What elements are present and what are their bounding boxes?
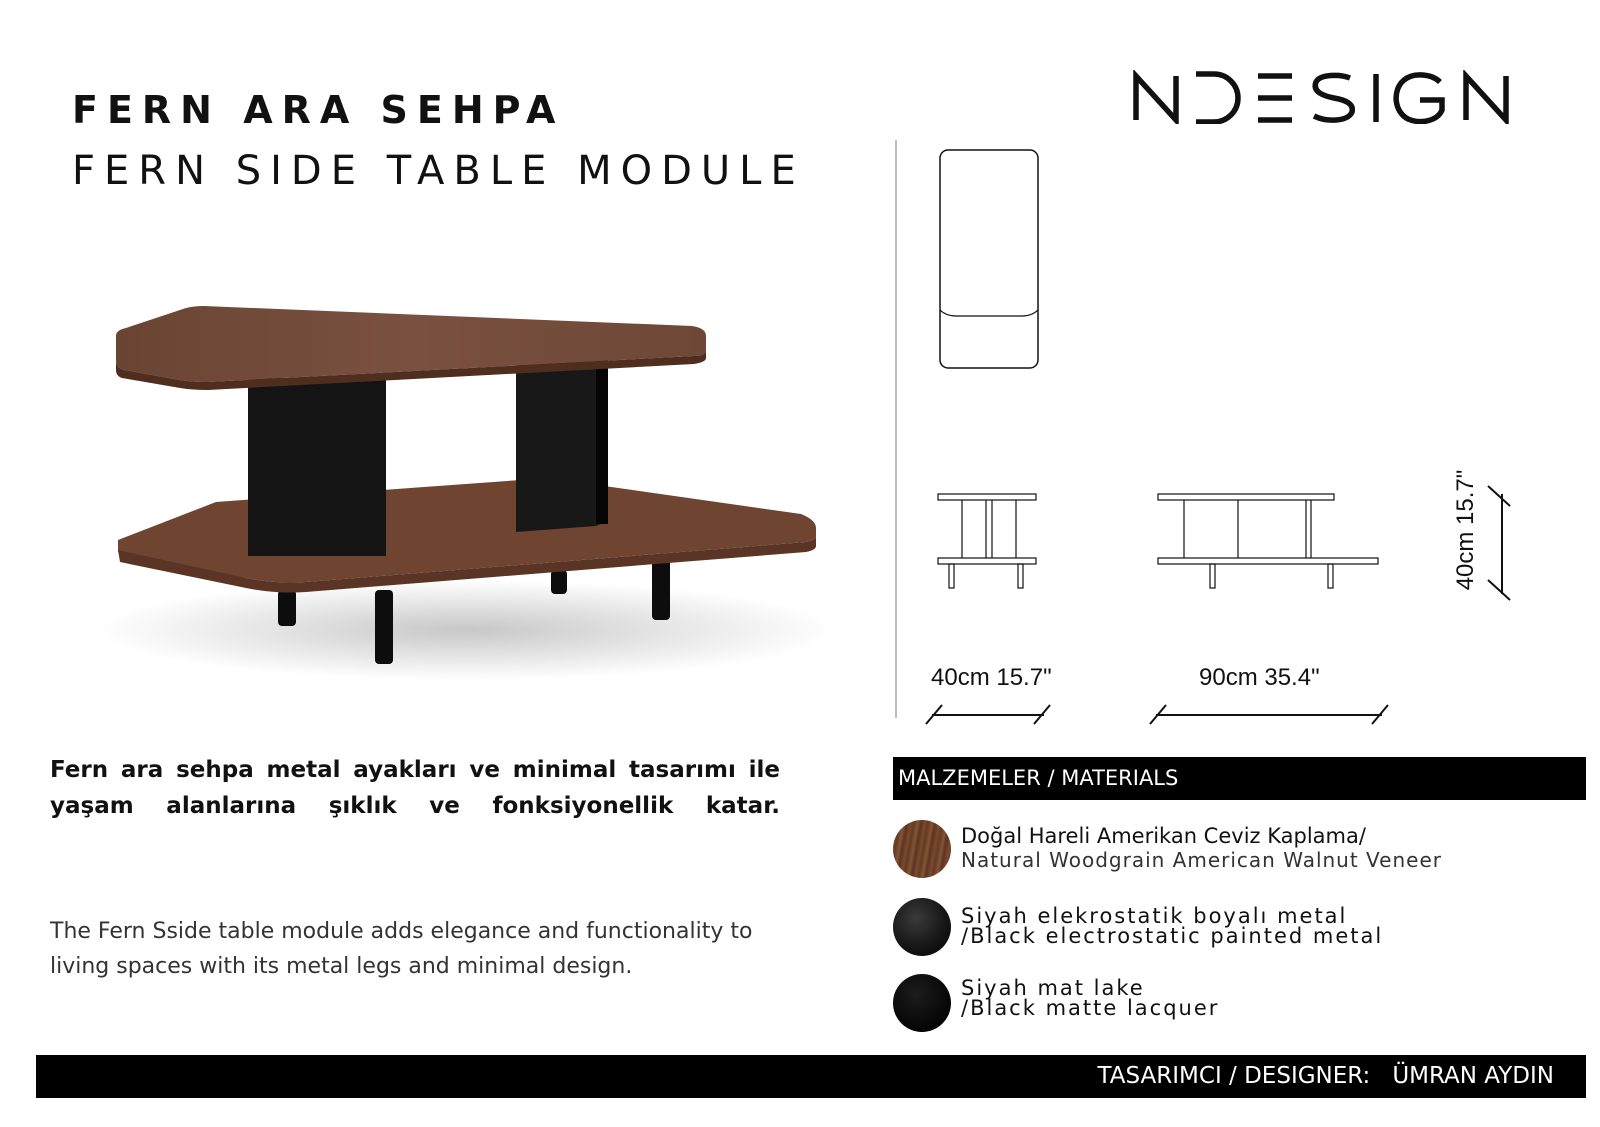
black-lacquer-swatch <box>893 974 951 1032</box>
product-title-en: FERN SIDE TABLE MODULE <box>72 148 805 194</box>
width-dimension-line <box>1146 700 1396 730</box>
top-view-drawing <box>936 148 1046 372</box>
description-tr: Fern ara sehpa metal ayakları ve minimal tasarımı ile yaşam alanlarına şıklık ve fonksiyonellik katar. <box>50 757 780 819</box>
walnut-veneer-swatch <box>893 820 951 878</box>
depth-dimension-line <box>920 700 1060 730</box>
black-metal-swatch <box>893 898 951 956</box>
designer-name: ÜMRAN AYDIN <box>1392 1063 1554 1089</box>
designer-label: TASARIMCI / DESIGNER: <box>1097 1063 1371 1089</box>
material-item-walnut <box>961 824 1442 872</box>
section-divider <box>895 140 897 718</box>
material-item-metal <box>961 906 1383 946</box>
depth-dimension-label: 40cm 15.7" <box>931 664 1052 691</box>
materials-heading: MALZEMELER / MATERIALS <box>893 757 1586 800</box>
description-en: The Fern Sside table module adds elegance and functionality to living spaces with its metal legs and minimal design. <box>50 919 753 979</box>
product-title-tr: FERN ARA SEHPA <box>72 88 565 132</box>
material-lacquer-en: /Black matte lacquer <box>961 996 1220 1020</box>
material-walnut-tr: Doğal Hareli Amerikan Ceviz Kaplama/ <box>961 824 1366 848</box>
front-view-drawing <box>1156 490 1382 592</box>
material-item-lacquer <box>961 978 1219 1018</box>
ndesign-logo <box>1132 70 1512 124</box>
material-walnut-en: Natural Woodgrain American Walnut Veneer <box>961 848 1442 872</box>
width-dimension-label: 90cm 35.4" <box>1199 664 1320 691</box>
material-metal-tr: Siyah elekrostatik boyalı metal <box>961 904 1348 928</box>
side-view-drawing <box>936 490 1046 592</box>
height-dimension-label: 40cm 15.7" <box>1452 469 1479 591</box>
material-lacquer-tr: Siyah mat lake <box>961 976 1145 1000</box>
product-photo <box>96 300 856 700</box>
designer-credit <box>1098 1055 1554 1098</box>
height-dimension-line <box>1484 484 1520 604</box>
material-metal-en: /Black electrostatic painted metal <box>961 924 1384 948</box>
designer-bar <box>36 1055 1586 1098</box>
